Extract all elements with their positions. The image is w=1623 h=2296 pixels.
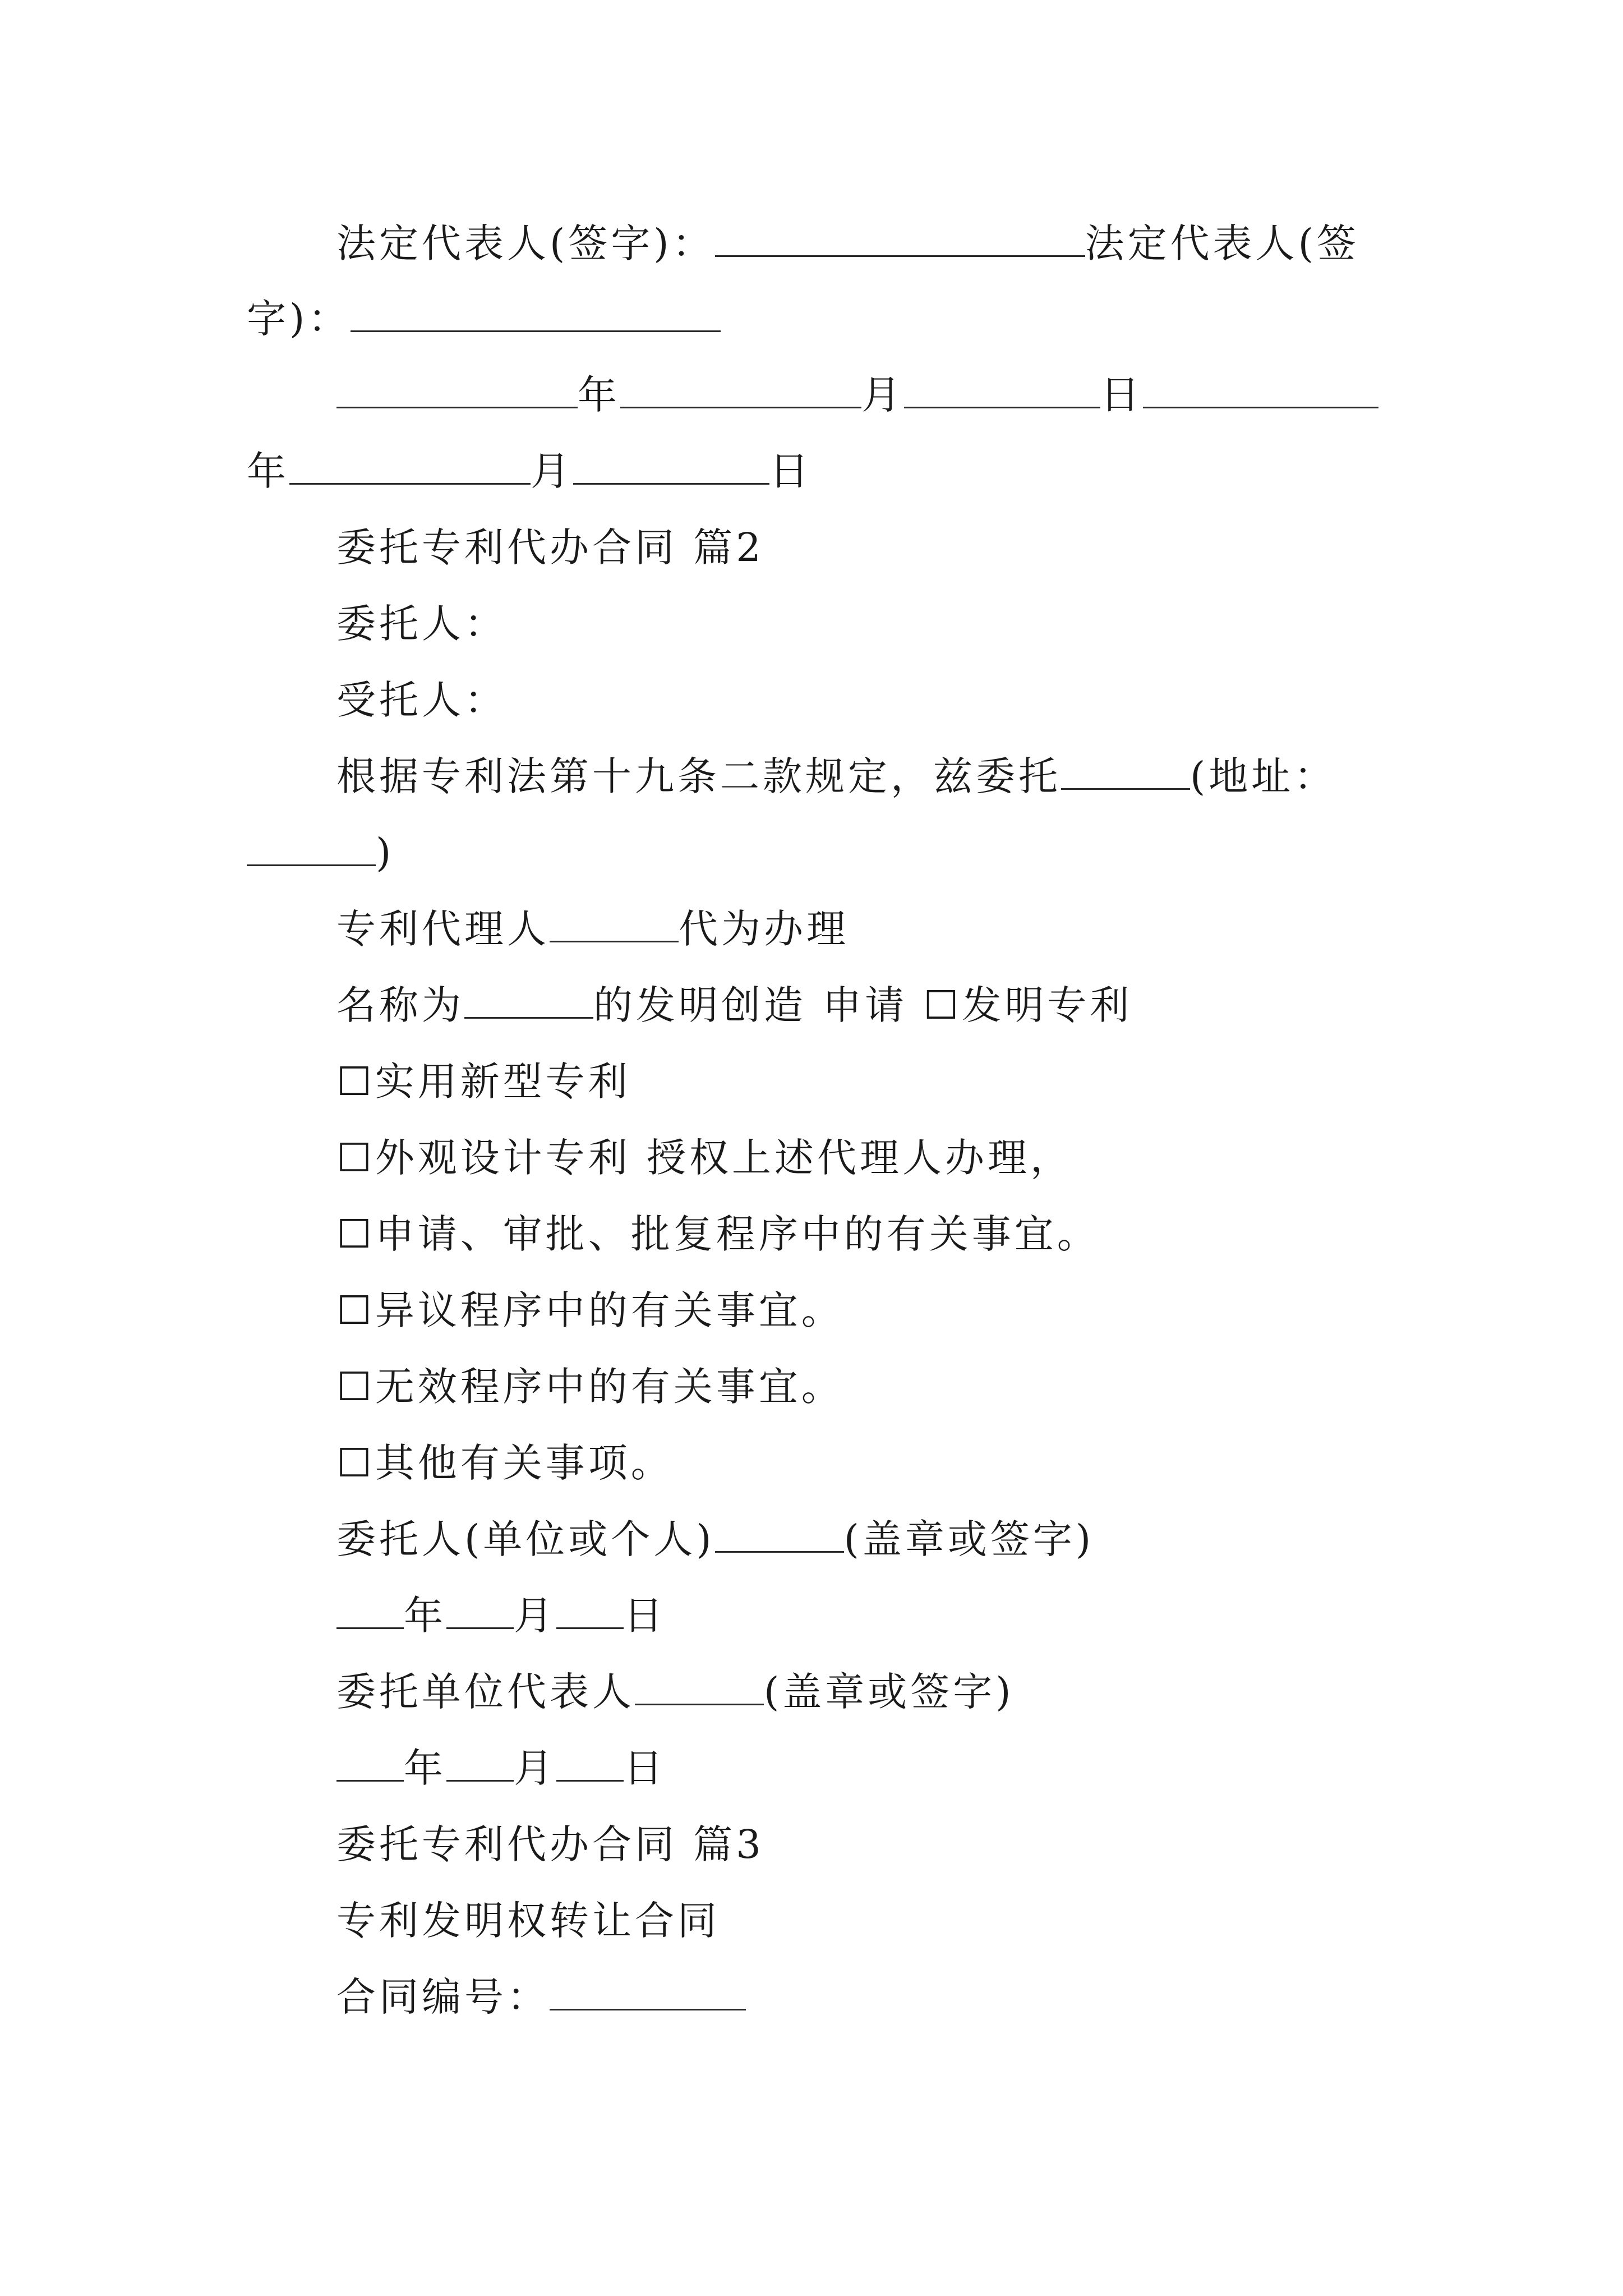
- month-label: 月: [531, 448, 573, 494]
- date-blank: [336, 374, 578, 408]
- year-blank: [336, 1747, 404, 1782]
- year-label: 年: [404, 1593, 446, 1639]
- year-blank: [336, 1595, 404, 1629]
- date-line-1: [336, 357, 1391, 433]
- signature-blank: [351, 298, 721, 332]
- option-utility: ☐实用新型专利: [336, 1059, 631, 1105]
- basis-text: 根据专利法第十九条二款规定，兹委托: [336, 753, 1061, 799]
- agent-line: 受托人：: [336, 677, 507, 723]
- option-other: ☐其他有关事项。: [336, 1440, 674, 1486]
- contract-number-blank: [550, 1976, 746, 2010]
- client-line: 委托人：: [336, 601, 507, 647]
- year-label: 年: [578, 372, 620, 418]
- month-label: 月: [514, 1593, 556, 1639]
- day-label: 日: [624, 1593, 666, 1639]
- contract-number-label: 合同编号：: [336, 1974, 550, 2020]
- client-date-line: [336, 1577, 1391, 1654]
- contract-number-line: [336, 1959, 1391, 2035]
- section3-title: 委托专利代办合同 篇3: [336, 1821, 764, 1867]
- month-label: 月: [861, 372, 904, 418]
- seal-or-sign-label: (盖章或签字): [843, 1516, 1095, 1562]
- client-sign-label: 委托人(单位或个人): [336, 1516, 715, 1562]
- date-blank: [620, 374, 861, 408]
- date-blank: [1143, 374, 1378, 408]
- option-invalid: ☐无效程序中的有关事宜。: [336, 1364, 844, 1410]
- legal-rep-label-cont: 字)：: [247, 296, 351, 342]
- invention-name-label: 名称为: [336, 982, 464, 1028]
- day-blank: [556, 1595, 624, 1629]
- invention-patent-option: 的发明创造 申请 ☐发明专利: [593, 982, 1133, 1028]
- legal-rep-label: 法定代表人(签字)：: [336, 220, 715, 266]
- client-sign-line: [336, 1501, 1391, 1577]
- unit-rep-date-line: [336, 1730, 1391, 1806]
- section2-title: 委托专利代办合同 篇2: [336, 524, 764, 570]
- option-apply: ☐申请、审批、批复程序中的有关事宜。: [336, 1211, 1100, 1257]
- signature-line-2: [247, 280, 1391, 357]
- year-label: 年: [404, 1745, 446, 1791]
- date-line-2: [247, 433, 1391, 509]
- patent-agent-line: [336, 891, 1391, 967]
- address-close: ): [376, 830, 395, 876]
- invention-name-line: [336, 967, 1391, 1043]
- date-blank: [904, 374, 1100, 408]
- month-blank: [446, 1595, 514, 1629]
- agency-blank: [1061, 756, 1190, 790]
- handle-label: 代为办理: [679, 906, 849, 952]
- client-sign-blank: [715, 1519, 844, 1553]
- patent-agent-blank: [550, 908, 679, 942]
- day-label: 日: [1100, 372, 1143, 418]
- signature-blank: [715, 223, 1085, 257]
- day-label: 日: [769, 448, 812, 494]
- seal-or-sign-label: (盖章或签字): [764, 1669, 1015, 1715]
- option-design: ☐外观设计专利 授权上述代理人办理，: [336, 1135, 1073, 1181]
- unit-rep-label: 委托单位代表人: [336, 1669, 635, 1715]
- unit-rep-blank: [635, 1671, 764, 1705]
- section3-subtitle: 专利发明权转让合同: [336, 1898, 720, 1944]
- day-label: 日: [624, 1745, 666, 1791]
- legal-rep-label: 法定代表人(签: [1085, 220, 1359, 266]
- patent-agent-label: 专利代理人: [336, 906, 550, 952]
- basis-line: [336, 738, 1391, 815]
- unit-rep-line: [336, 1654, 1391, 1730]
- signature-line-1: [336, 205, 1391, 282]
- address-blank: [247, 832, 376, 866]
- date-blank: [289, 450, 531, 485]
- day-blank: [556, 1747, 624, 1782]
- date-blank: [573, 450, 769, 485]
- invention-name-blank: [464, 984, 593, 1019]
- month-blank: [446, 1747, 514, 1782]
- address-line: [247, 815, 1391, 891]
- month-label: 月: [514, 1745, 556, 1791]
- address-label: (地址：: [1190, 753, 1337, 799]
- option-objection: ☐异议程序中的有关事宜。: [336, 1287, 844, 1333]
- year-label: 年: [247, 448, 289, 494]
